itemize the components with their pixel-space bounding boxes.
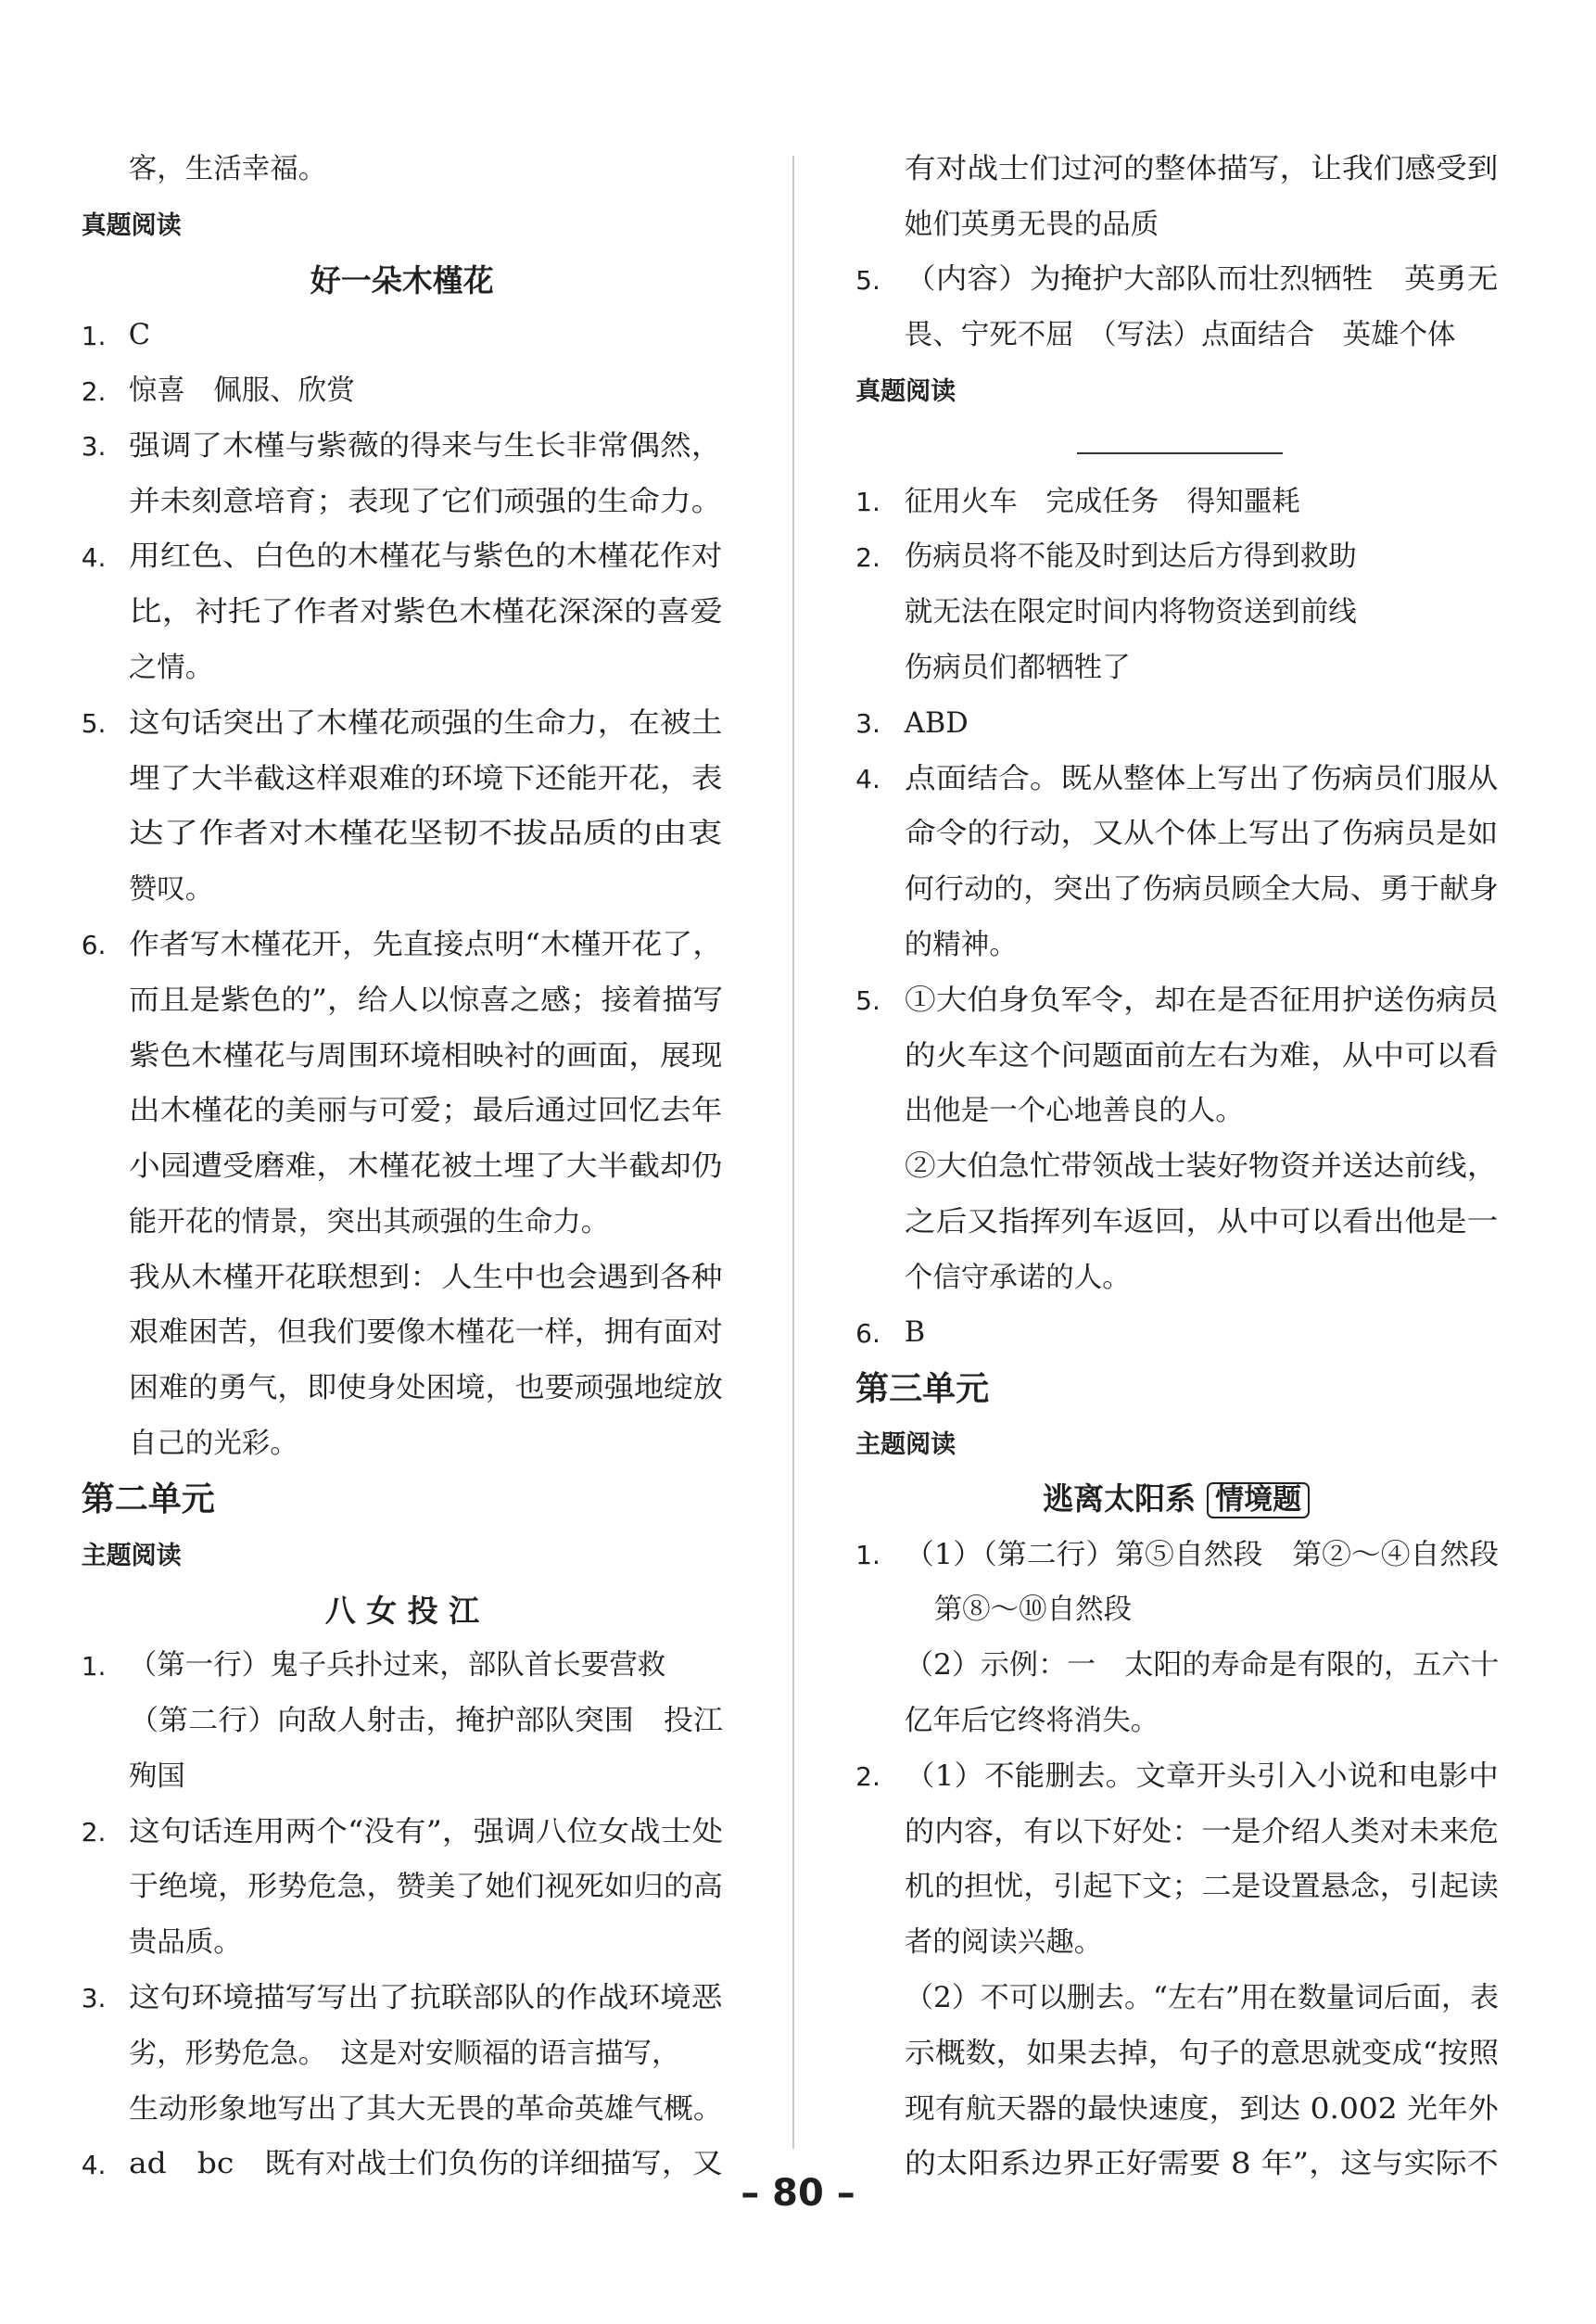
question-number: 5. — [81, 708, 107, 740]
question-number: 1. — [81, 320, 107, 351]
answer-line: 的精神。 — [904, 928, 1018, 961]
section-heading: 真题阅读 — [855, 377, 956, 407]
answer-line: 她们英勇无畏的品质 — [904, 208, 1159, 241]
answer-line: 者的阅读兴趣。 — [904, 1926, 1103, 1960]
question-number: 1. — [855, 487, 880, 518]
answer-line: 机的担忧，引起下文；二是设置悬念，引起读 — [904, 1871, 1499, 1904]
answer-line: ad bc 既有对战士们负伤的详细描写，又 — [128, 2148, 723, 2181]
answer-line: 自己的光彩。 — [128, 1428, 298, 1461]
answer-line: 惊喜 佩服、欣赏 — [128, 375, 355, 408]
answer-line: 生动形象地写出了其大无畏的革命英雄气概。 — [128, 2092, 723, 2126]
answer-line: 埋了大半截这样艰难的环境下还能开花，表 — [128, 762, 723, 795]
answer-line: 艰难困苦，但我们要像木槿花一样，拥有面对 — [128, 1316, 723, 1350]
answer-line: 赞叹。 — [128, 873, 214, 907]
question-number: 4. — [81, 541, 107, 573]
page-number: – 80 – — [741, 2172, 855, 2215]
question-number: 5. — [855, 264, 880, 296]
question-number: 2. — [855, 541, 880, 573]
unit-heading: 第三单元 — [855, 1369, 990, 1408]
answer-line: 第⑧～⑩自然段 — [933, 1594, 1133, 1627]
section-heading: 主题阅读 — [855, 1430, 956, 1460]
answer-line: 殉国 — [128, 1759, 185, 1793]
reading-title-text: 八 女 投 江 — [324, 1593, 480, 1630]
answer-line: 紫色木槿花与周围环境相映衬的画面，展现 — [128, 1039, 723, 1073]
question-number: 5. — [855, 985, 880, 1017]
answer-line: 困难的勇气，即使身处困境，也要顽强地绽放 — [128, 1372, 723, 1405]
answer-line: 之情。 — [128, 651, 214, 684]
question-number: 6. — [855, 1317, 880, 1349]
reading-title — [310, 262, 494, 299]
answer-line: 的火车这个问题面前左右为难，从中可以看 — [904, 1039, 1499, 1073]
answer-line: ②大伯急忙带领战士装好物资并送达前线， — [904, 1150, 1499, 1184]
question-number: 3. — [81, 431, 107, 463]
answer-line: 达了作者对木槿花坚韧不拔品质的由衷 — [128, 818, 723, 851]
question-number: 3. — [855, 708, 880, 740]
answer-line: 劣，形势危急。 这是对安顺福的语言描写， — [128, 2037, 680, 2070]
answer-line: 出木槿花的美丽与可爱；最后通过回忆去年 — [128, 1095, 723, 1128]
answer-line: 用红色、白色的木槿花与紫色的木槿花作对 — [128, 540, 723, 574]
answer-line: 客，生活幸福。 — [128, 152, 327, 185]
answer-line: 而且是紫色的”，给人以惊喜之感；接着描写 — [128, 984, 723, 1017]
answer-line: 之后又指挥列车返回，从中可以看出他是一 — [904, 1205, 1499, 1238]
answer-line: 的太阳系边界正好需要 8 年”，这与实际不 — [904, 2148, 1499, 2181]
answer-line: 现有航天器的最快速度，到达 0.002 光年外 — [904, 2092, 1499, 2126]
reading-title-text: 逃离太阳系 — [1043, 1479, 1197, 1517]
answer-line: 示概数，如果去掉，句子的意思就变成“按照 — [904, 2037, 1499, 2070]
answer-line: ABD — [904, 706, 969, 740]
question-number: 3. — [81, 1983, 107, 2014]
answer-line: 作者写木槿花开，先直接点明“木槿开花了， — [128, 928, 723, 961]
answer-line: 这句话连用两个“没有”，强调八位女战士处 — [128, 1815, 723, 1848]
question-number: 1. — [855, 1540, 880, 1571]
answer-line: 小园遭受磨难，木槿花被土埋了大半截却仍 — [128, 1150, 723, 1184]
question-number: 2. — [81, 1817, 107, 1848]
question-number: 6. — [81, 930, 107, 961]
answer-line: 能开花的情景，突出其顽强的生命力。 — [128, 1205, 610, 1238]
answer-line: C — [128, 319, 151, 352]
missing-title-blank — [1077, 452, 1283, 454]
answer-line: 伤病员将不能及时到达后方得到救助 — [904, 540, 1357, 574]
question-number: 2. — [81, 375, 107, 407]
answer-line: B — [904, 1316, 926, 1350]
answer-line: 我从木槿开花联想到：人生中也会遇到各种 — [128, 1261, 723, 1294]
answer-line: 这句环境描写写出了抗联部队的作战环境恶 — [128, 1981, 723, 2014]
unit-heading: 第二单元 — [81, 1480, 215, 1519]
answer-line: （内容）为掩护大部队而壮烈牺牲 英勇无 — [904, 263, 1499, 297]
answer-line: 比，衬托了作者对紫色木槿花深深的喜爱 — [128, 596, 723, 629]
question-number: 2. — [855, 1761, 880, 1793]
reading-title — [324, 1593, 480, 1630]
answer-line: 贵品质。 — [128, 1926, 242, 1960]
answer-line: 于绝境，形势危急，赞美了她们视死如归的高 — [128, 1871, 723, 1904]
answer-line: 强调了木槿与紫薇的得来与生长非常偶然， — [128, 429, 723, 463]
answer-line: 就无法在限定时间内将物资送到前线 — [904, 596, 1357, 629]
answer-line: 畏、宁死不屈 （写法）点面结合 英雄个体 — [904, 319, 1456, 352]
answer-line: 的内容，有以下好处：一是介绍人类对未来危 — [904, 1815, 1499, 1848]
answer-line: 个信守承诺的人。 — [904, 1261, 1131, 1294]
question-type-badge: 情境题 — [1207, 1482, 1310, 1518]
answer-line: 命令的行动，又从个体上写出了伤病员是如 — [904, 818, 1499, 851]
answer-line: 并未刻意培育；表现了它们顽强的生命力。 — [128, 485, 723, 518]
answer-line: （第二行）向敌人射击，掩护部队突围 投江 — [128, 1705, 723, 1738]
question-number: 4. — [855, 764, 880, 795]
section-heading: 主题阅读 — [81, 1541, 182, 1570]
answer-line: 亿年后它终将消失。 — [904, 1705, 1159, 1738]
answer-line: 何行动的，突出了伤病员顾全大局、勇于献身 — [904, 873, 1499, 907]
answer-line: （1）不能删去。文章开头引入小说和电影中 — [904, 1759, 1499, 1793]
answer-line: 伤病员们都牺牲了 — [904, 651, 1131, 684]
answer-line: 出他是一个心地善良的人。 — [904, 1095, 1244, 1128]
answer-line: ①大伯身负军令，却在是否征用护送伤病员 — [904, 984, 1499, 1017]
section-heading: 真题阅读 — [81, 210, 182, 240]
answer-line: （第一行）鬼子兵扑过来，部队首长要营救 — [128, 1649, 666, 1683]
answer-line: （2）示例：一 太阳的寿命是有限的，五六十 — [904, 1649, 1500, 1683]
reading-title — [1043, 1479, 1310, 1518]
answer-line: 征用火车 完成任务 得知噩耗 — [904, 485, 1300, 518]
answer-line: 这句话突出了木槿花顽强的生命力，在被土 — [128, 706, 723, 740]
answer-line: 点面结合。既从整体上写出了伤病员们服从 — [904, 762, 1499, 795]
answer-line: 有对战士们过河的整体描写，让我们感受到 — [904, 152, 1499, 185]
question-number: 1. — [81, 1650, 107, 1682]
answer-line: （2）不可以删去。“左右”用在数量词后面，表 — [904, 1981, 1499, 2014]
reading-title-text: 好一朵木槿花 — [310, 262, 494, 299]
question-number: 4. — [81, 2149, 107, 2180]
column-divider — [792, 156, 794, 2149]
answer-line: （1）（第二行）第⑤自然段 第②～④自然段 — [904, 1538, 1499, 1571]
